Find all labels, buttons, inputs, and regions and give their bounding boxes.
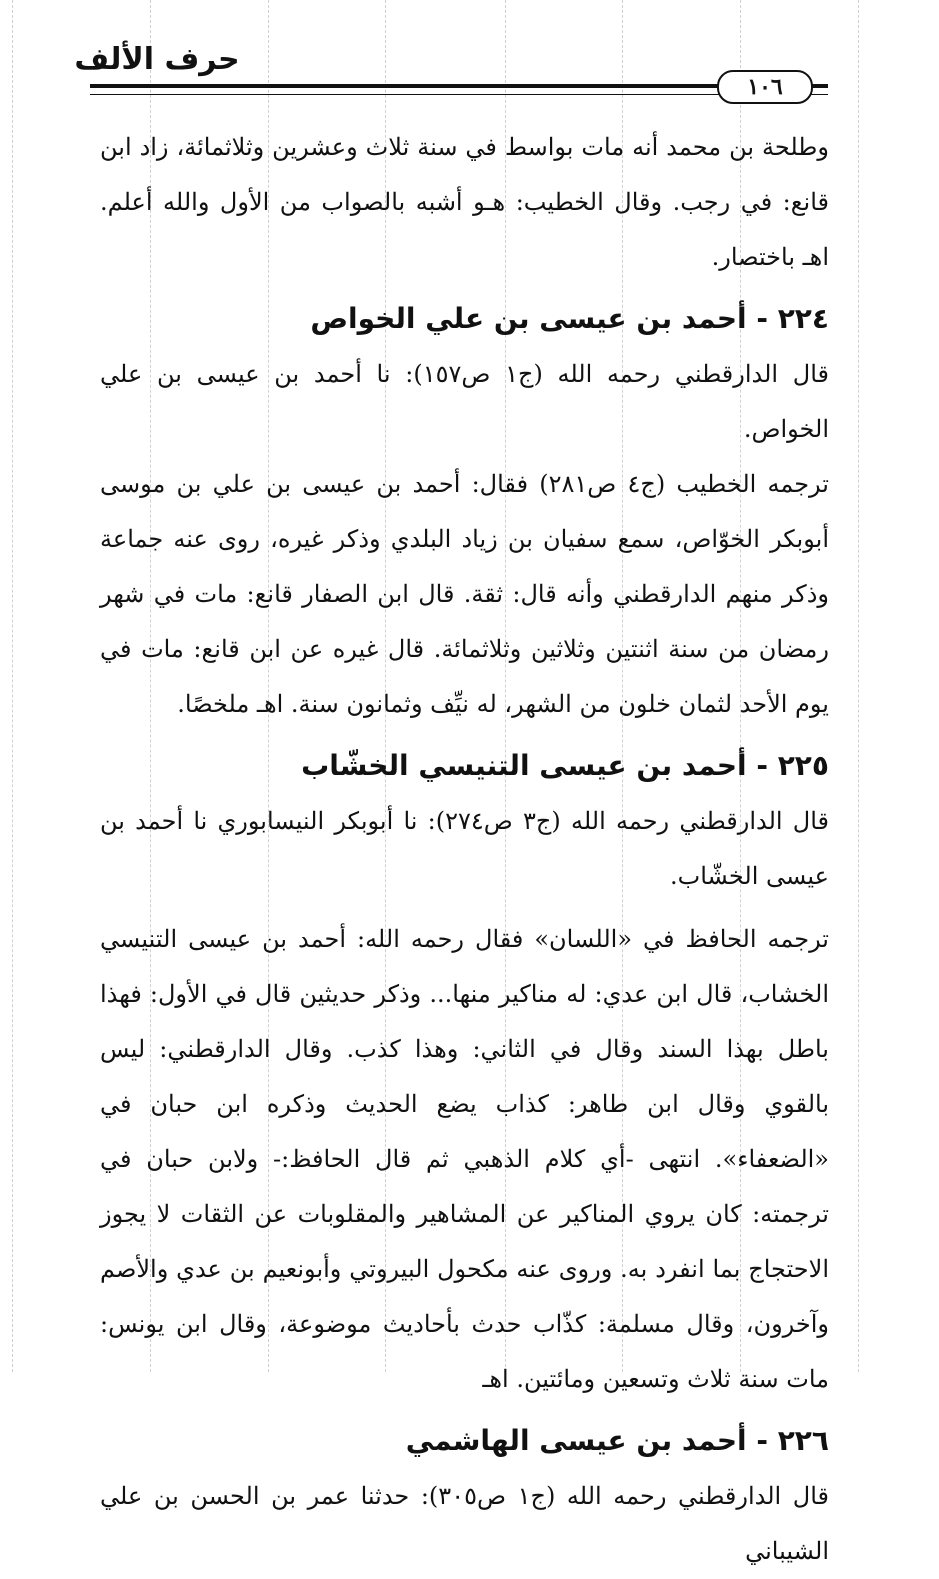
- page-body: [100, 120, 829, 1579]
- entry-heading: ٢٢٥ - أحمد بن عيسى التنيسي الخشّاب: [301, 749, 829, 782]
- entry-heading: ٢٢٦ - أحمد بن عيسى الهاشمي: [405, 1424, 829, 1457]
- paragraph: قال الدارقطني رحمه الله (ج١ ص١٥٧): نا أحمد بن عيسى بن علي الخواص.: [100, 360, 829, 443]
- page-header: [0, 0, 939, 105]
- paragraph: وطلحة بن محمد أنه مات بواسط في سنة ثلاث وعشرين وثلاثمائة، زاد ابن قانع: في رجب. وقال الخطيب: هـو أشبه بالصواب من الأول والله أعلم. اهـ باختصار.: [100, 133, 829, 271]
- paragraph: ترجمه الحافظ في «اللسان» فقال رحمه الله: أحمد بن عيسى التنيسي الخشاب، قال ابن عدي: له مناكير منها... وذكر حديثين قال في الأول: فهذا باطل بهذا السند وقال في الثاني: وهذا كذب. وقال الدارقطني: ليس بالقوي وقال ابن طاهر: كذاب يضع الحديث وذكره ابن حبان في «الضعفاء». انتهى -أي كلام الذهبي ثم قال الحافظ:- ولابن حبان في ترجمته: كان يروي المناكير عن المشاهير والمقلوبات عن الثقات لا يجوز الاحتجاج بما انفرد به. وروى عنه مكحول البيروتي وأبونعيم بن عدي والأصم وآخرون، وقال مسلمة: كذّاب حدث بأحاديث موضوعة، وقال ابن يونس: مات سنة ثلاث وتسعين ومائتين. اهـ: [100, 925, 829, 1393]
- chapter-title: حرف الألف: [74, 42, 240, 77]
- guide-line: [858, 0, 859, 1372]
- paragraph: ترجمه الخطيب (ج٤ ص٢٨١) فقال: أحمد بن عيسى بن علي بن موسى أبوبكر الخوّاص، سمع سفيان بن زياد البلدي وذكر غيره، روى عنه جماعة وذكر منهم الدارقطني وأنه قال: ثقة. قال ابن الصفار قانع: مات في شهر رمضان من سنة اثنتين وثلاثين وثلاثمائة. قال غيره عن ابن قانع: مات في يوم الأحد لثمان خلون من الشهر، له نيِّف وثمانون سنة. اهـ ملخصًا.: [100, 470, 829, 718]
- entry-heading: ٢٢٤ - أحمد بن عيسى بن علي الخواص: [310, 302, 829, 335]
- paragraph: قال الدارقطني رحمه الله (ج١ ص٣٠٥): حدثنا عمر بن الحسن بن علي الشيباني: [100, 1482, 830, 1565]
- paragraph: قال الدارقطني رحمه الله (ج٣ ص٢٧٤): نا أبوبكر النيسابوري نا أحمد بن عيسى الخشّاب.: [100, 807, 829, 890]
- guide-line: [12, 0, 13, 1372]
- page-number: ١٠٦: [717, 70, 813, 104]
